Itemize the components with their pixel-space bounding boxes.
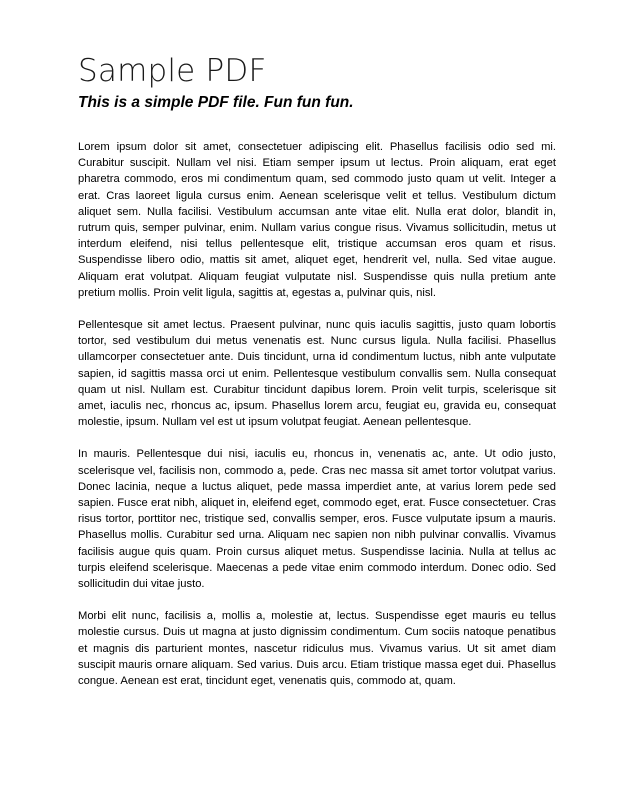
paragraph: Lorem ipsum dolor sit amet, consectetuer adipiscing elit. Phasellus facilisis odio sed mi. Curabitur suscipit. Nullam vel nisi. Etiam semper ipsum ut lectus. Proin aliquam, erat eget pharetra commodo, eros mi condimentum quam, sed commodo justo quam ut velit. Integer a erat. Cras laoreet ligula cursus enim. Aenean scelerisque velit et tellus. Vestibulum dictum aliquet sem. Nulla facilisi. Vestibulum accumsan ante vitae elit. Nulla erat dolor, blandit in, rutrum quis, semper pulvinar, enim. Nullam varius congue risus. Vivamus sollicitudin, metus ut interdum eleifend, nisi tellus pellentesque elit, tristique accumsan eros quam et risus. Suspendisse libero odio, mattis sit amet, aliquet eget, hendrerit vel, nulla. Sed vitae augue. Aliquam erat volutpat. Aliquam feugiat vulputate nisl. Suspendisse quis nulla pretium ante pretium mollis. Proin velit ligula, sagittis at, egestas a, pulvinar quis, nisl.	[78, 141, 556, 299]
body-text	[78, 139, 556, 689]
page-title: Sample PDF	[78, 53, 267, 89]
paragraph: Morbi elit nunc, facilisis a, mollis a, molestie at, lectus. Suspendisse eget mauris eu tellus molestie cursus. Duis ut magna at justo dignissim condimentum. Cum sociis natoque penatibus et magnis dis parturient montes, nascetur ridiculus mus. Vivamus varius. Ut sit amet diam suscipit mauris ornare aliquam. Sed varius. Duis arcu. Etiam tristique massa eget dui. Phasellus congue. Aenean est erat, tincidunt eget, venenatis quis, commodo at, quam.	[78, 610, 556, 688]
document-content	[78, 52, 556, 689]
paragraph: In mauris. Pellentesque dui nisi, iaculis eu, rhoncus in, venenatis ac, ante. Ut odio justo, scelerisque vel, facilisis non, commodo a, pede. Cras nec massa sit amet tortor volutpat varius. Donec lacinia, neque a luctus aliquet, pede massa imperdiet ante, at varius lorem pede sed sapien. Fusce erat nibh, aliquet in, eleifend eget, commodo eget, erat. Fusce consectetuer. Cras risus tortor, porttitor nec, tristique sed, convallis semper, eros. Fusce vulputate ipsum a mauris. Phasellus mollis. Curabitur sed urna. Aliquam nec sapien non nibh pulvinar convallis. Vivamus facilisis augue quis quam. Proin cursus aliquet metus. Suspendisse lacinia. Nulla at tellus ac turpis eleifend scelerisque. Maecenas a pede vitae enim commodo interdum. Donec odio. Sed sollicitudin dui vitae justo.	[78, 448, 556, 591]
page-subtitle: This is a simple PDF file. Fun fun fun.	[78, 94, 354, 111]
paragraph: Pellentesque sit amet lectus. Praesent pulvinar, nunc quis iaculis sagittis, justo quam lobortis tortor, sed vestibulum dui metus venenatis est. Nunc cursus ligula. Nulla facilisi. Phasellus ullamcorper consectetuer ante. Duis tincidunt, urna id condimentum luctus, nibh ante vulputate sapien, id sagittis massa orci ut enim. Pellentesque vestibulum convallis sem. Nulla consequat quam ut nisl. Nullam est. Curabitur tincidunt dapibus lorem. Proin velit turpis, scelerisque sit amet, iaculis nec, rhoncus ac, ipsum. Phasellus lorem arcu, feugiat eu, gravida eu, consequat molestie, ipsum. Nullam vel est ut ipsum volutpat feugiat. Aenean pellentesque.	[78, 319, 556, 429]
